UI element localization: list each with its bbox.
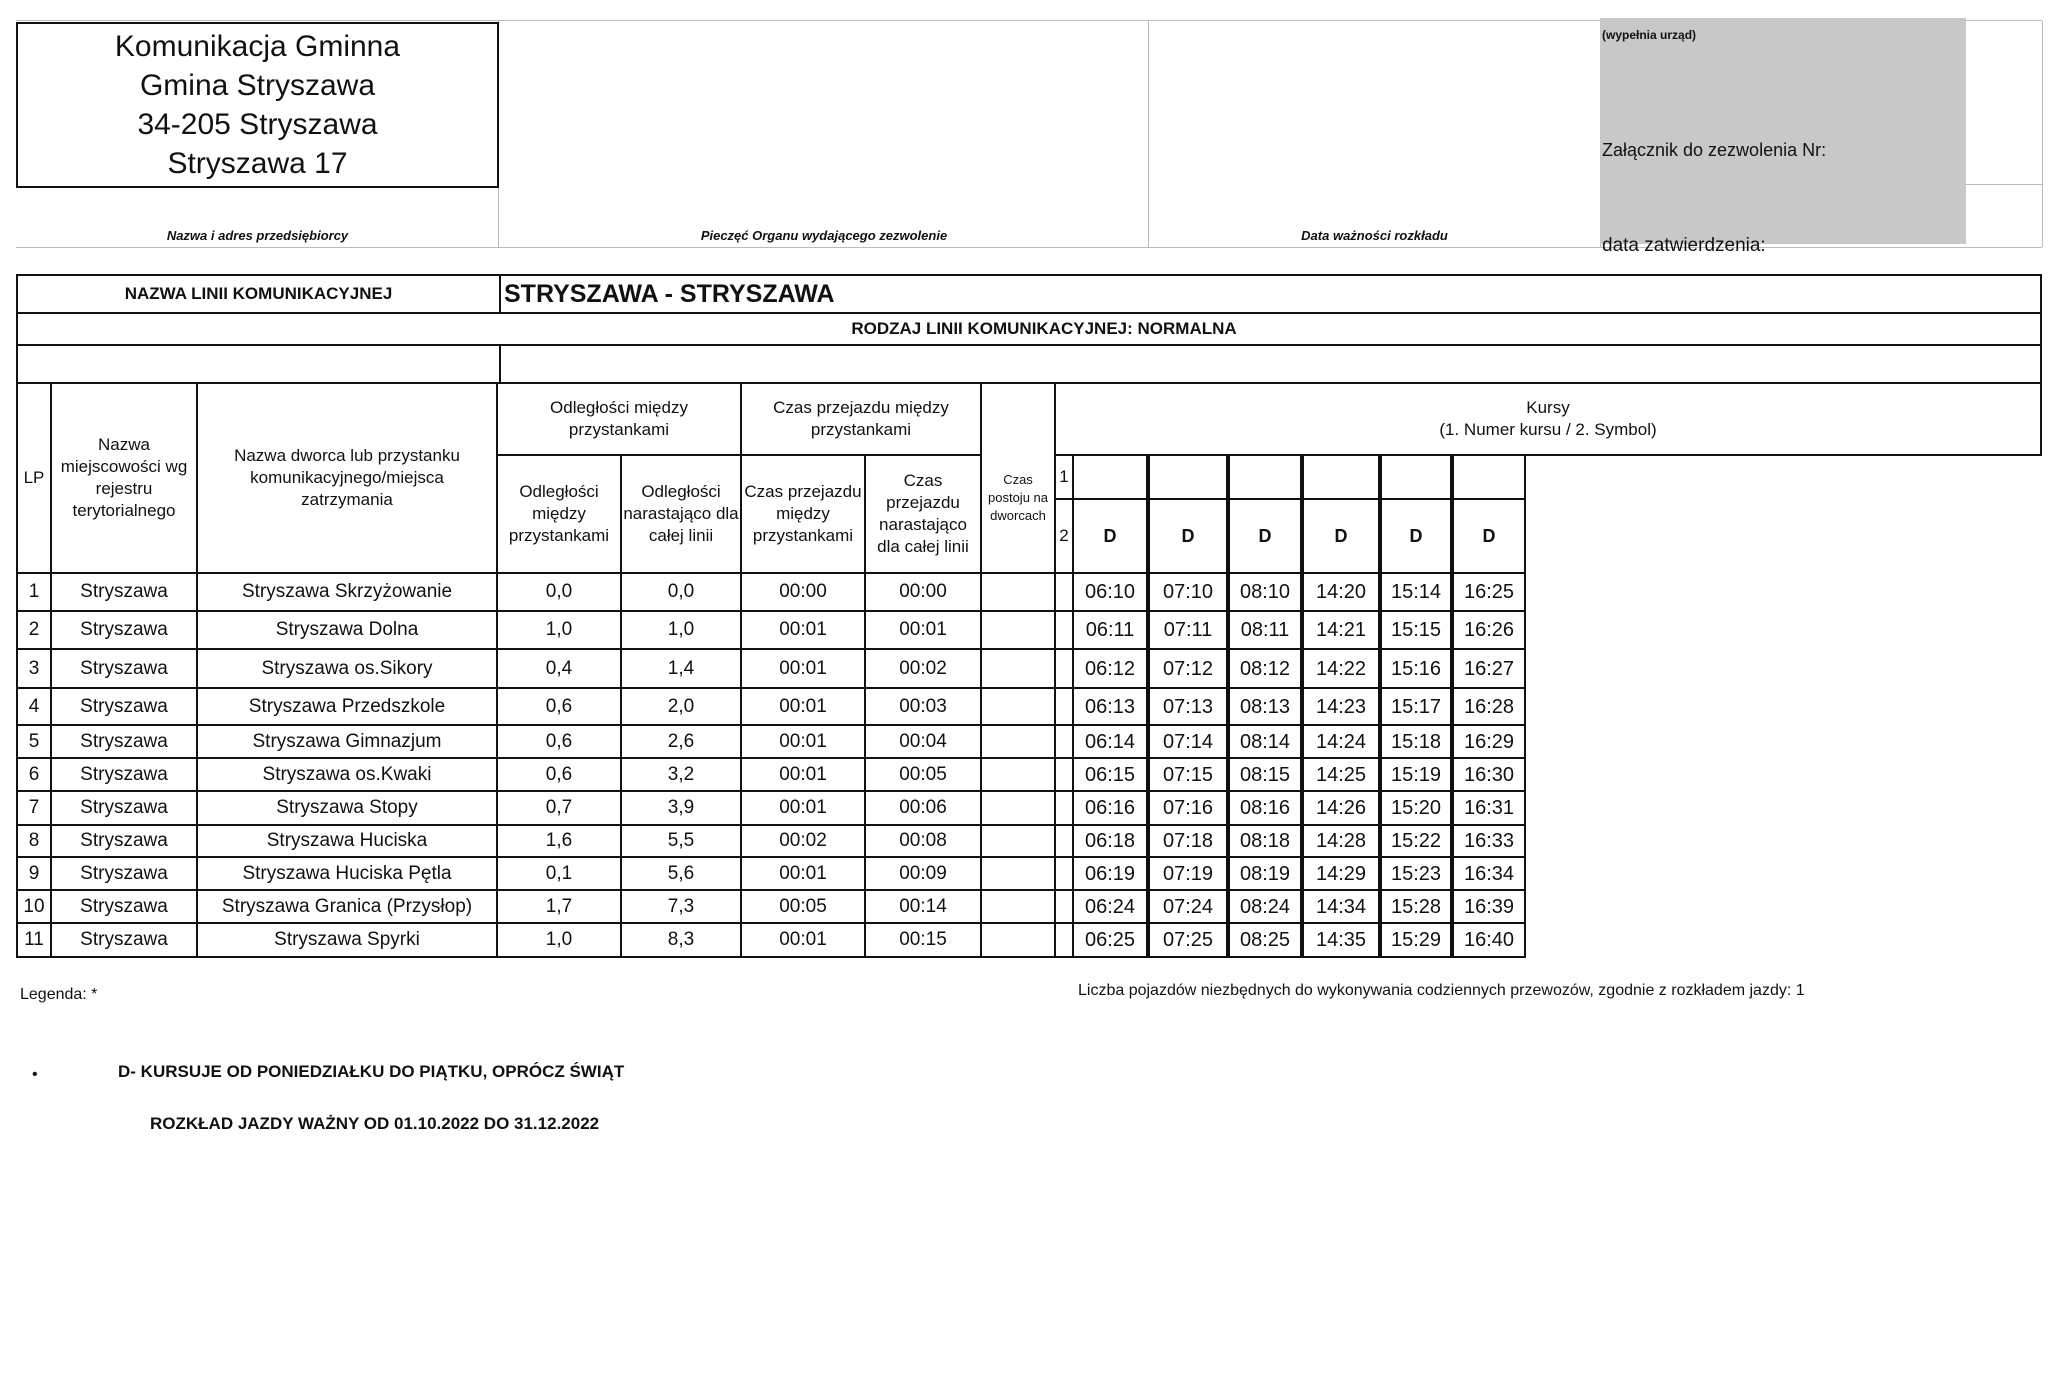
row-index-spacer [1054,757,1074,792]
row-time: 00:01 [740,610,866,650]
header-lp: LP [16,382,52,574]
row-time-cumulative: 00:14 [864,889,982,924]
row-departure-time: 06:18 [1072,824,1148,858]
row-stop-name: Stryszawa Huciska [196,824,498,858]
row-departure-time: 15:20 [1380,790,1452,826]
row-stop-name: Stryszawa os.Kwaki [196,757,498,792]
row-distance-cumulative: 3,2 [620,757,742,792]
row-time-cumulative: 00:02 [864,648,982,689]
row-time: 00:01 [740,856,866,891]
row-departure-time: 14:21 [1302,610,1380,650]
row-departure-time: 16:31 [1452,790,1526,826]
row-departure-time: 16:30 [1452,757,1526,792]
row-distance: 0,6 [496,687,622,726]
row-departure-time: 08:18 [1228,824,1302,858]
row-time: 00:01 [740,687,866,726]
row-distance-cumulative: 0,0 [620,572,742,612]
row-index-spacer [1054,610,1074,650]
row-departure-time: 07:13 [1148,687,1228,726]
row-departure-time: 08:12 [1228,648,1302,689]
row-departure-time: 15:18 [1380,724,1452,759]
row-stop-name: Stryszawa Przedszkole [196,687,498,726]
row-departure-time: 16:29 [1452,724,1526,759]
row-locality: Stryszawa [50,790,198,826]
row-distance-cumulative: 1,0 [620,610,742,650]
row-lp: 11 [16,922,52,958]
row-time: 00:05 [740,889,866,924]
row-departure-time: 06:12 [1072,648,1148,689]
row-stop-time [980,824,1056,858]
row-departure-time: 16:39 [1452,889,1526,924]
divider [1148,21,1149,247]
row-departure-time: 14:22 [1302,648,1380,689]
row-time: 00:01 [740,757,866,792]
company-municipality: Gmina Stryszawa [139,69,376,102]
row-departure-time: 07:12 [1148,648,1228,689]
row-locality: Stryszawa [50,572,198,612]
row-departure-time: 14:28 [1302,824,1380,858]
row-index-spacer [1054,889,1074,924]
course-symbol-cell: D [1072,498,1148,574]
row-time: 00:01 [740,724,866,759]
row-stop-name: Stryszawa Stopy [196,790,498,826]
row-departure-time: 16:34 [1452,856,1526,891]
header-stop-name: Nazwa dworca lub przystanku komunikacyjnego/miejsca zatrzymania [196,382,498,574]
row-departure-time: 15:19 [1380,757,1452,792]
course-number-cell [1228,454,1302,500]
row-departure-time: 15:22 [1380,824,1452,858]
row-departure-time: 16:33 [1452,824,1526,858]
row-departure-time: 15:29 [1380,922,1452,958]
bullet-icon: • [32,1066,38,1083]
office-note: (wypełnia urząd) [1602,28,1697,42]
row-departure-time: 06:24 [1072,889,1148,924]
row-departure-time: 16:40 [1452,922,1526,958]
divider [18,344,2040,346]
row-distance-cumulative: 7,3 [620,889,742,924]
line-name-label: NAZWA LINII KOMUNIKACYJNEJ [124,284,393,303]
row-stop-time [980,790,1056,826]
validity-note: ROZKŁAD JAZDY WAŻNY OD 01.10.2022 DO 31.12.2022 [150,1114,600,1133]
row-lp: 5 [16,724,52,759]
row-departure-time: 07:11 [1148,610,1228,650]
row-departure-time: 06:16 [1072,790,1148,826]
row-index-spacer [1054,572,1074,612]
row-locality: Stryszawa [50,610,198,650]
row-time: 00:02 [740,824,866,858]
company-name: Komunikacja Gminna [114,30,401,63]
row-distance: 1,6 [496,824,622,858]
row-departure-time: 14:29 [1302,856,1380,891]
row-index-spacer [1054,824,1074,858]
row-departure-time: 16:28 [1452,687,1526,726]
row-locality: Stryszawa [50,687,198,726]
header-distance-between: Odległości między przystankami [496,454,622,574]
company-street: Stryszawa 17 [167,147,348,180]
row-distance-cumulative: 2,6 [620,724,742,759]
row-departure-time: 06:14 [1072,724,1148,759]
row-time: 00:01 [740,790,866,826]
row-departure-time: 08:24 [1228,889,1302,924]
row-departure-time: 07:18 [1148,824,1228,858]
row-stop-time [980,687,1056,726]
row-departure-time: 08:10 [1228,572,1302,612]
vehicles-note: Liczba pojazdów niezbędnych do wykonywania codziennych przewozów, zgodnie z rozkładem jazdy: 1 [1078,982,1805,999]
row-distance: 0,6 [496,724,622,759]
row-time-cumulative: 00:01 [864,610,982,650]
row-departure-time: 16:26 [1452,610,1526,650]
row-distance: 0,4 [496,648,622,689]
stamp-caption: Pieczęć Organu wydającego zezwolenie [700,228,948,243]
row-distance-cumulative: 3,9 [620,790,742,826]
row-lp: 2 [16,610,52,650]
row-departure-time: 15:15 [1380,610,1452,650]
row-index-spacer [1054,922,1074,958]
row-time-cumulative: 00:08 [864,824,982,858]
row-lp: 8 [16,824,52,858]
row-time: 00:01 [740,922,866,958]
row-stop-time [980,889,1056,924]
row-lp: 6 [16,757,52,792]
header-locality: Nazwa miejscowości wg rejestru terytorialnego [50,382,198,574]
course-number-cell [1072,454,1148,500]
course-symbol-cell: D [1148,498,1228,574]
row-departure-time: 06:11 [1072,610,1148,650]
row-departure-time: 14:20 [1302,572,1380,612]
row-lp: 4 [16,687,52,726]
row-stop-name: Stryszawa Huciska Pętla [196,856,498,891]
row-departure-time: 08:16 [1228,790,1302,826]
course-number-cell [1148,454,1228,500]
row-distance-cumulative: 8,3 [620,922,742,958]
row-distance-cumulative: 2,0 [620,687,742,726]
divider [499,276,501,312]
row-departure-time: 14:26 [1302,790,1380,826]
row-lp: 9 [16,856,52,891]
row-time-cumulative: 00:15 [864,922,982,958]
course-symbol-cell: D [1452,498,1526,574]
row-departure-time: 06:10 [1072,572,1148,612]
permit-label: Załącznik do zezwolenia Nr: [1602,140,1827,160]
row-stop-time [980,648,1056,689]
header-distance-group: Odległości między przystankami [496,382,742,456]
row-locality: Stryszawa [50,824,198,858]
row-distance: 0,7 [496,790,622,826]
row-departure-time: 14:24 [1302,724,1380,759]
row-time-cumulative: 00:06 [864,790,982,826]
row-departure-time: 16:27 [1452,648,1526,689]
office-use-box [1600,18,1966,256]
row-stop-name: Stryszawa Granica (Przysłop) [196,889,498,924]
header-courses [1054,382,2042,456]
row-departure-time: 06:19 [1072,856,1148,891]
row-stop-time [980,572,1056,612]
header-stop-time: Czas postoju na dworcach [980,382,1056,574]
row-stop-time [980,856,1056,891]
legend-label: Legenda: * [20,986,98,1003]
row-departure-time: 07:25 [1148,922,1228,958]
row-departure-time: 07:16 [1148,790,1228,826]
course-number-row-label: 1 [1054,454,1074,500]
row-lp: 7 [16,790,52,826]
row-time-cumulative: 00:09 [864,856,982,891]
row-departure-time: 07:24 [1148,889,1228,924]
row-distance-cumulative: 5,6 [620,856,742,891]
line-name-value: STRYSZAWA - STRYSZAWA [504,279,835,308]
row-departure-time: 07:10 [1148,572,1228,612]
symbol-d-note: D- KURSUJE OD PONIEDZIAŁKU DO PIĄTKU, OPRÓCZ ŚWIĄT [118,1062,625,1081]
row-time: 00:00 [740,572,866,612]
row-index-spacer [1054,724,1074,759]
row-stop-name: Stryszawa Spyrki [196,922,498,958]
row-time-cumulative: 00:03 [864,687,982,726]
row-departure-time: 08:14 [1228,724,1302,759]
header-distance-cumulative: Odległości narastająco dla całej linii [620,454,742,574]
row-time-cumulative: 00:04 [864,724,982,759]
row-stop-time [980,922,1056,958]
row-departure-time: 15:14 [1380,572,1452,612]
row-time-cumulative: 00:00 [864,572,982,612]
row-distance: 1,0 [496,610,622,650]
row-departure-time: 15:28 [1380,889,1452,924]
row-departure-time: 06:25 [1072,922,1148,958]
row-distance-cumulative: 1,4 [620,648,742,689]
course-number-cell [1302,454,1380,500]
company-address-box [16,22,499,188]
row-departure-time: 06:13 [1072,687,1148,726]
courses-subtitle: (1. Numer kursu / 2. Symbol) [1439,420,1657,439]
header-time-group: Czas przejazdu między przystankami [740,382,982,456]
line-type: RODZAJ LINII KOMUNIKACYJNEJ: NORMALNA [851,319,1237,338]
course-symbol-cell: D [1302,498,1380,574]
row-locality: Stryszawa [50,724,198,759]
row-departure-time: 07:14 [1148,724,1228,759]
row-departure-time: 08:25 [1228,922,1302,958]
row-distance: 1,7 [496,889,622,924]
row-index-spacer [1054,648,1074,689]
row-locality: Stryszawa [50,922,198,958]
course-symbol-cell: D [1380,498,1452,574]
row-departure-time: 07:15 [1148,757,1228,792]
course-symbol-cell: D [1228,498,1302,574]
validity-caption: Data ważności rozkładu [1301,228,1448,243]
line-info-block [16,274,2042,386]
row-time-cumulative: 00:05 [864,757,982,792]
row-stop-time [980,610,1056,650]
company-postal: 34-205 Stryszawa [137,108,378,141]
row-departure-time: 08:13 [1228,687,1302,726]
row-departure-time: 15:17 [1380,687,1452,726]
row-distance: 1,0 [496,922,622,958]
row-stop-name: Stryszawa Skrzyżowanie [196,572,498,612]
row-departure-time: 14:35 [1302,922,1380,958]
row-stop-name: Stryszawa Gimnazjum [196,724,498,759]
row-lp: 3 [16,648,52,689]
divider [2042,21,2043,247]
row-lp: 10 [16,889,52,924]
header-time-between: Czas przejazdu między przystankami [740,454,866,574]
row-distance: 0,1 [496,856,622,891]
courses-title: Kursy [1526,398,1570,417]
course-number-cell [1380,454,1452,500]
row-departure-time: 08:11 [1228,610,1302,650]
course-number-cell [1452,454,1526,500]
divider [1966,184,2042,185]
row-index-spacer [1054,856,1074,891]
row-stop-name: Stryszawa Dolna [196,610,498,650]
row-departure-time: 14:25 [1302,757,1380,792]
row-distance: 0,6 [496,757,622,792]
course-symbol-row-label: 2 [1054,498,1074,574]
header-time-cumulative: Czas przejazdu narastająco dla całej linii [864,454,982,574]
row-lp: 1 [16,572,52,612]
row-time: 00:01 [740,648,866,689]
row-locality: Stryszawa [50,648,198,689]
row-stop-time [980,757,1056,792]
row-distance: 0,0 [496,572,622,612]
row-departure-time: 14:23 [1302,687,1380,726]
company-caption: Nazwa i adres przedsiębiorcy [166,228,349,243]
row-distance-cumulative: 5,5 [620,824,742,858]
row-locality: Stryszawa [50,856,198,891]
row-locality: Stryszawa [50,757,198,792]
row-index-spacer [1054,687,1074,726]
row-departure-time: 15:23 [1380,856,1452,891]
row-departure-time: 08:19 [1228,856,1302,891]
row-departure-time: 08:15 [1228,757,1302,792]
row-departure-time: 06:15 [1072,757,1148,792]
row-departure-time: 07:19 [1148,856,1228,891]
row-index-spacer [1054,790,1074,826]
row-departure-time: 16:25 [1452,572,1526,612]
row-stop-time [980,724,1056,759]
approval-date-label: data zatwierdzenia: [1602,235,1766,256]
row-departure-time: 14:34 [1302,889,1380,924]
row-departure-time: 15:16 [1380,648,1452,689]
row-stop-name: Stryszawa os.Sikory [196,648,498,689]
divider [499,346,501,386]
row-locality: Stryszawa [50,889,198,924]
